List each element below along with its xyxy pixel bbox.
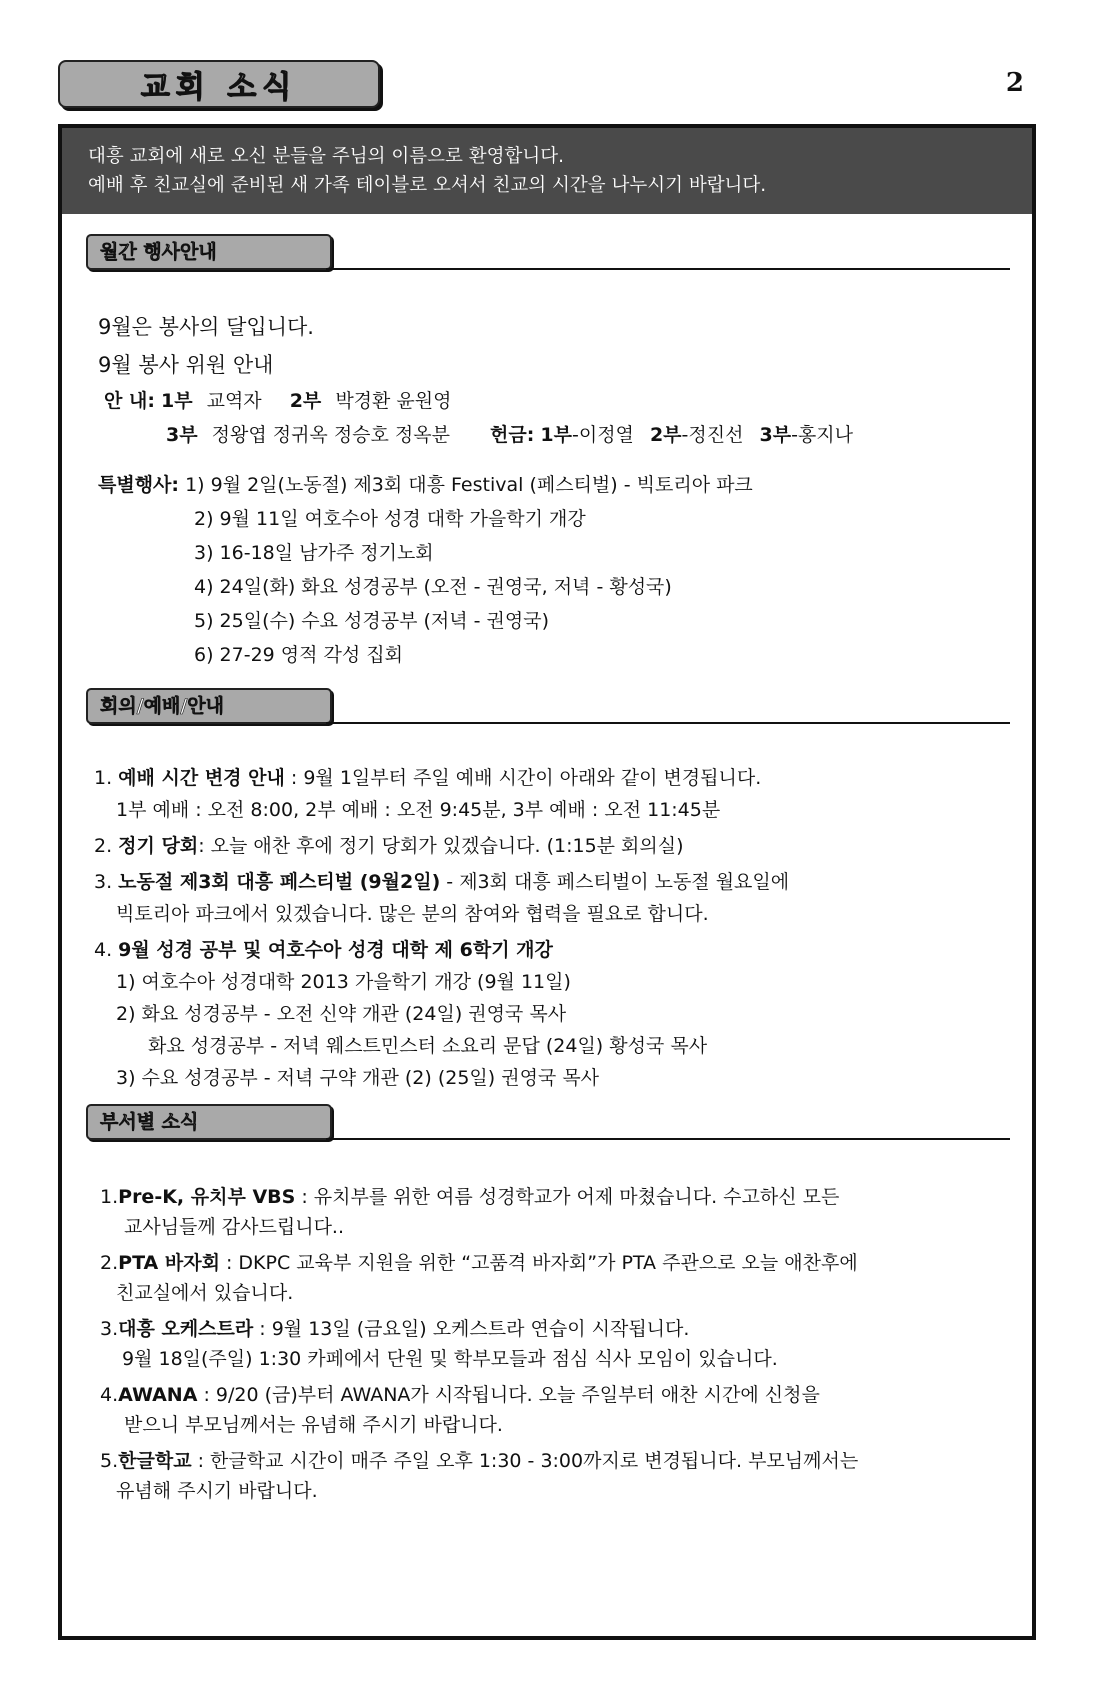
item-text: : 오늘 애찬 후에 정기 당회가 있겠습니다. (1:15분 회의실) <box>198 835 684 857</box>
item-title: Pre-K, 유치부 VBS <box>118 1186 296 1208</box>
item-text: : 9/20 (금)부터 AWANA가 시작됩니다. 오늘 주일부터 애찬 시간에 신청을 <box>197 1384 820 1406</box>
item-text: : 9월 13일 (금요일) 오케스트라 연습이 시작됩니다. <box>253 1318 690 1340</box>
item-text: : 한글학교 시간이 매주 주일 오후 1:30 - 3:00까지로 변경됩니다. 부모님께서는 <box>191 1450 859 1472</box>
guide-label: 안 내: <box>104 390 155 412</box>
meeting-item-1 <box>94 762 789 794</box>
dept-item-5-detail: 유념해 주시기 바랍니다. <box>116 1480 318 1502</box>
dept-item-3 <box>100 1314 858 1344</box>
dept-item-1 <box>100 1182 858 1212</box>
item-title: 대흥 오케스트라 <box>118 1318 254 1340</box>
dept-item-3-detail: 9월 18일(주일) 1:30 카페에서 단원 및 학부모들과 점심 식사 모임이 있습니다. <box>122 1348 778 1370</box>
special-event-row <box>98 468 753 502</box>
newsletter-frame <box>58 124 1036 1640</box>
item-text: : 유치부를 위한 여름 성경학교가 어제 마쳤습니다. 수고하신 모든 <box>295 1186 840 1208</box>
special-event-item: 6) 27-29 영적 각성 집회 <box>194 644 403 666</box>
dept-item-4 <box>100 1380 858 1410</box>
item-text: : DKPC 교육부 지원을 위한 “고품격 바자회”가 PTA 주관으로 오늘 애찬후에 <box>219 1252 858 1274</box>
page-number: 2 <box>1005 68 1024 98</box>
item-title: AWANA <box>118 1384 198 1406</box>
dept-item-1-detail: 교사님들께 감사드립니다.. <box>124 1216 345 1238</box>
special-event-item: 2) 9월 11일 여호수아 성경 대학 가을학기 개강 <box>194 508 586 530</box>
offering-2-name: -정진선 <box>681 424 744 446</box>
meeting-item-4 <box>94 934 789 966</box>
special-events-label: 특별행사: <box>98 474 180 496</box>
meeting-item-3 <box>94 866 789 898</box>
special-events <box>98 468 753 672</box>
section-monthly-title: 월간 행사안내 <box>86 234 332 270</box>
section-divider <box>326 722 1010 724</box>
section-departments-title: 부서별 소식 <box>86 1104 332 1140</box>
offering-1-label: 1부 <box>540 424 572 446</box>
meeting-item-1-detail: 1부 예배 : 오전 8:00, 2부 예배 : 오전 9:45분, 3부 예배 : 오전 11:45분 <box>116 799 721 821</box>
special-event-item: 3) 16-18일 남가주 정기노회 <box>194 542 434 564</box>
guide-row-2 <box>166 418 853 452</box>
service-month-line: 9월은 봉사의 달입니다. <box>98 315 314 339</box>
item-number: 2. <box>94 835 119 857</box>
meeting-item-2 <box>94 830 789 862</box>
monthly-service-info <box>98 308 853 452</box>
item-number: 2. <box>100 1252 119 1274</box>
special-event-item: 4) 24일(화) 화요 성경공부 (오전 - 권영국, 저녁 - 황성국) <box>194 576 672 598</box>
offering-2-label: 2부 <box>649 424 682 446</box>
guide-row-1 <box>104 384 853 418</box>
item-title: 한글학교 <box>118 1450 192 1472</box>
service-2-names: 박경환 윤원영 <box>335 390 452 412</box>
item-title: 노동절 제3회 대흥 페스티벌 (9월2일) <box>118 871 441 893</box>
offering-3-label: 3부 <box>759 424 792 446</box>
service-guide-title: 9월 봉사 위원 안내 <box>98 353 274 377</box>
meeting-item-4-sub: 화요 성경공부 - 저녁 웨스트민스터 소요리 문답 (24일) 황성국 목사 <box>148 1035 708 1057</box>
meeting-item-3-detail: 빅토리아 파크에서 있겠습니다. 많은 분의 참여와 협력을 필요로 합니다. <box>116 903 709 925</box>
item-title: PTA 바자회 <box>118 1252 220 1274</box>
meeting-item-4-sub: 3) 수요 성경공부 - 저녁 구약 개관 (2) (25일) 권영국 목사 <box>116 1067 600 1089</box>
service-3-names: 정왕엽 정귀옥 정승호 정옥분 <box>211 424 450 446</box>
dept-item-5 <box>100 1446 858 1476</box>
offering-label: 헌금: <box>490 424 535 446</box>
meeting-item-4-sub: 2) 화요 성경공부 - 오전 신약 개관 (24일) 권영국 목사 <box>116 1003 567 1025</box>
item-number: 1. <box>94 767 119 789</box>
item-title: 9월 성경 공부 및 여호수아 성경 대학 제 6학기 개강 <box>118 939 553 961</box>
item-number: 3. <box>94 871 119 893</box>
section-meetings-header <box>86 688 1010 734</box>
page-title-tab <box>58 60 380 108</box>
item-text: : 9월 1일부터 주일 예배 시간이 아래와 같이 변경됩니다. <box>284 767 762 789</box>
service-3-label: 3부 <box>166 424 198 446</box>
item-title: 예배 시간 변경 안내 <box>118 767 285 789</box>
service-1-label: 1부 <box>160 390 193 412</box>
section-divider <box>326 1138 1010 1140</box>
dept-item-4-detail: 받으니 부모님께서는 유념해 주시기 바랍니다. <box>124 1414 503 1436</box>
section-monthly-header <box>86 234 1010 280</box>
item-number: 4. <box>94 939 119 961</box>
dept-item-2 <box>100 1248 858 1278</box>
section-meetings-title: 회의/예배/안내 <box>86 688 332 724</box>
page-title: 교회 소식 <box>140 70 298 105</box>
special-event-item: 1) 9월 2일(노동절) 제3회 대흥 Festival (페스티벌) - 빅토리아 파크 <box>185 474 753 496</box>
service-2-label: 2부 <box>289 390 322 412</box>
item-number: 3. <box>100 1318 119 1340</box>
offering-1-name: -이정열 <box>571 424 634 446</box>
section-departments-header <box>86 1104 1010 1150</box>
welcome-banner <box>62 128 1032 214</box>
dept-item-2-detail: 친교실에서 있습니다. <box>116 1282 294 1304</box>
meetings-list <box>94 762 789 1094</box>
item-text: - 제3회 대흥 페스티벌이 노동절 월요일에 <box>440 871 790 893</box>
departments-list <box>100 1182 858 1506</box>
meeting-item-4-sub: 1) 여호수아 성경대학 2013 가을학기 개강 (9월 11일) <box>116 971 571 993</box>
section-divider <box>326 268 1010 270</box>
item-number: 4. <box>100 1384 119 1406</box>
item-number: 5. <box>100 1450 119 1472</box>
special-event-item: 5) 25일(수) 수요 성경공부 (저녁 - 권영국) <box>194 610 550 632</box>
offering-3-name: -홍지나 <box>791 424 853 446</box>
service-1-names: 교역자 <box>206 390 262 412</box>
welcome-line-1: 대흥 교회에 새로 오신 분들을 주님의 이름으로 환영합니다. <box>88 146 564 167</box>
item-title: 정기 당회 <box>118 835 199 857</box>
item-number: 1. <box>100 1186 119 1208</box>
welcome-line-2: 예배 후 친교실에 준비된 새 가족 테이블로 오셔서 친교의 시간을 나누시기 바랍니다. <box>88 175 767 196</box>
